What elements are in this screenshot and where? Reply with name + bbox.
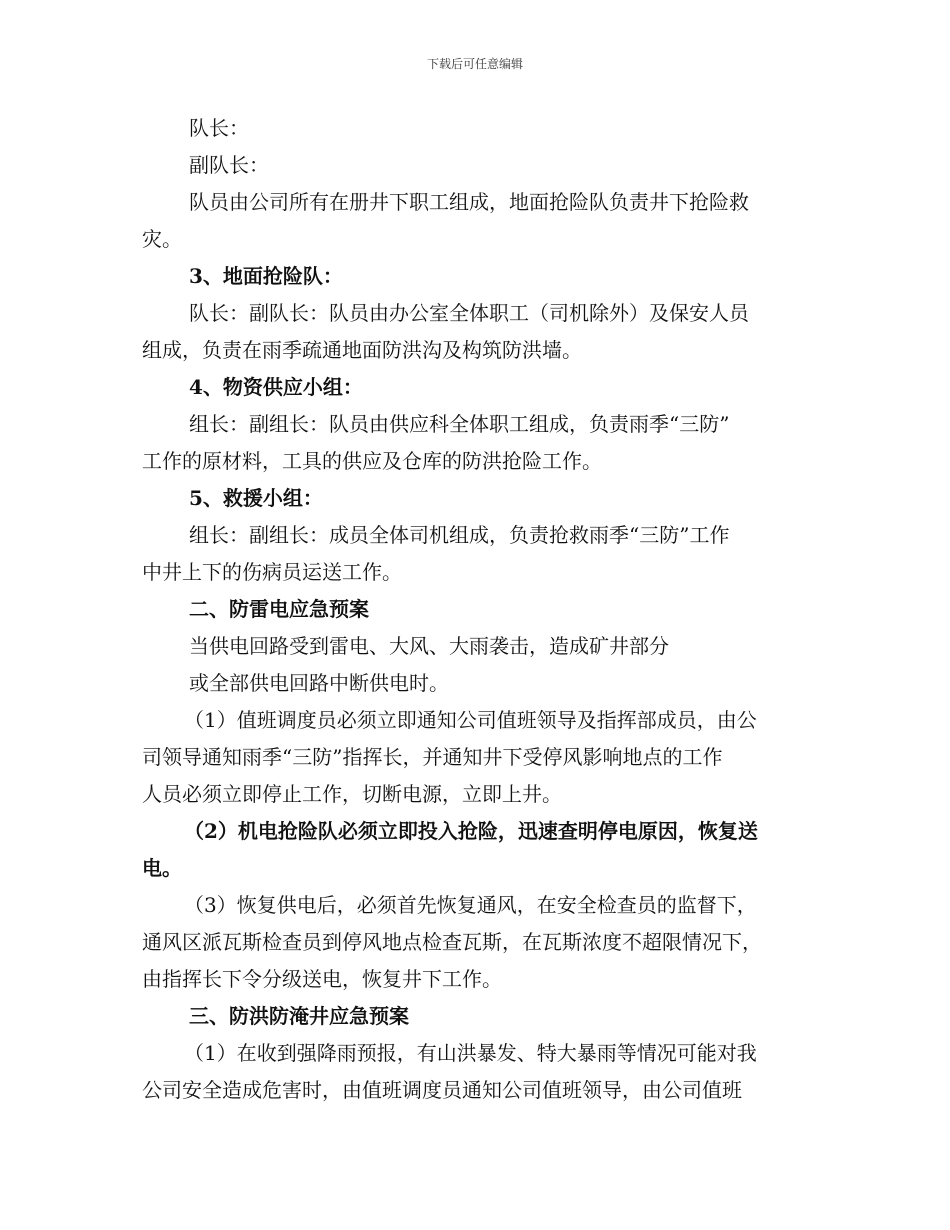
text-line: 由指挥长下令分级送电，恢复井下工作。 xyxy=(142,967,502,991)
bold-paragraph-line: 电。 xyxy=(142,856,182,880)
section-heading: 5、救援小组： xyxy=(189,486,323,510)
text-line: 队员由公司所有在册井下职工组成，地面抢险队负责井下抢险救 xyxy=(189,190,749,214)
section-heading: 3、地面抢险队： xyxy=(189,264,343,288)
text-line: 或全部供电回路中断供电时。 xyxy=(189,671,449,695)
text-line: 司领导通知雨季“三防”指挥长，并通知井下受停风影响地点的工作 xyxy=(142,745,723,769)
bold-paragraph-line: （2）机电抢险队必须立即投入抢险，迅速查明停电原因，恢复送 xyxy=(184,819,758,843)
section-heading: 二、防雷电应急预案 xyxy=(189,597,369,621)
text-line: （1）在收到强降雨预报，有山洪暴发、特大暴雨等情况可能对我 xyxy=(184,1041,757,1065)
text-line: 队长：副队长：队员由办公室全体职工（司机除外）及保安人员 xyxy=(189,301,749,325)
text-line: 中井上下的伤病员运送工作。 xyxy=(142,560,402,584)
text-line: 组长：副组长：队员由供应科全体职工组成，负责雨季“三防” xyxy=(189,412,730,436)
section-heading: 三、防洪防淹井应急预案 xyxy=(189,1004,409,1028)
page-header: 下载后可任意编辑 xyxy=(426,57,523,71)
text-line: 工作的原材料，工具的供应及仓库的防洪抢险工作。 xyxy=(142,449,602,473)
text-line: （1）值班调度员必须立即通知公司值班领导及指挥部成员，由公 xyxy=(184,708,757,732)
text-line: 组长：副组长：成员全体司机组成，负责抢救雨季“三防”工作 xyxy=(189,523,730,547)
text-line: 当供电回路受到雷电、大风、大雨袭击，造成矿井部分 xyxy=(189,634,669,658)
text-line: （3）恢复供电后，必须首先恢复通风，在安全检查员的监督下， xyxy=(184,893,757,917)
text-line: 队长： xyxy=(189,116,249,140)
text-line: 人员必须立即停止工作，切断电源，立即上井。 xyxy=(142,782,562,806)
section-heading: 4、物资供应小组： xyxy=(189,375,363,399)
text-line: 组成，负责在雨季疏通地面防洪沟及构筑防洪墙。 xyxy=(142,338,582,362)
text-line: 公司安全造成危害时，由值班调度员通知公司值班领导，由公司值班 xyxy=(142,1078,742,1102)
text-line: 通风区派瓦斯检查员到停风地点检查瓦斯，在瓦斯浓度不超限情况下， xyxy=(142,930,762,954)
text-line: 灾。 xyxy=(142,227,182,251)
text-line: 副队长： xyxy=(189,153,269,177)
